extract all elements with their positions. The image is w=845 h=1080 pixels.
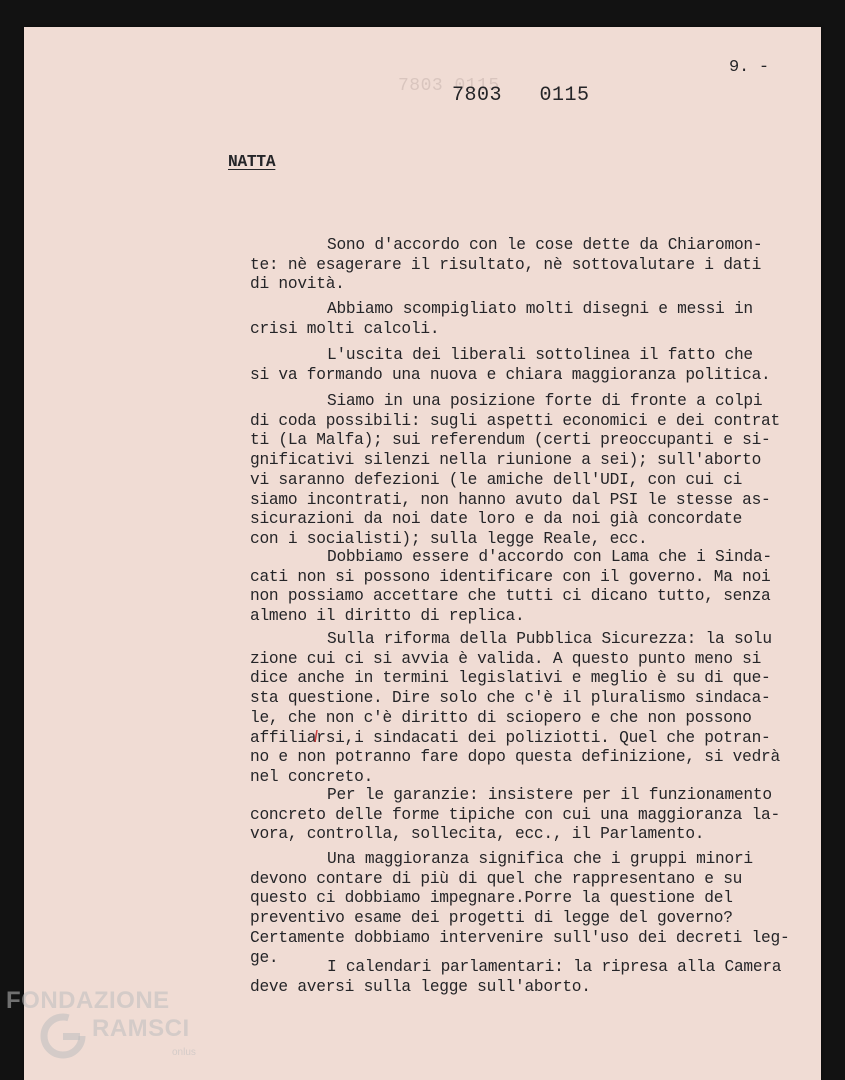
text-line: I calendari parlamentari: la ripresa alla Camera xyxy=(327,958,782,976)
text-line: vi saranno defezioni (le amiche dell'UDI, con cui ci xyxy=(250,470,743,489)
text-line: vora, controlla, sollecita, ecc., il Parlamento. xyxy=(250,825,705,844)
text-line: si va formando una nuova e chiara maggioranza politica. xyxy=(250,365,771,384)
gramsci-logo-icon xyxy=(40,1013,86,1059)
text-line: non possiamo accettare che tutti ci dicano tutto, senza xyxy=(250,587,771,606)
text-line: di novità. xyxy=(250,275,345,294)
text-line: ge. xyxy=(250,948,279,967)
text-line: Sono d'accordo con le cose dette da Chiaromon- xyxy=(327,236,763,254)
text-line: questo ci dobbiamo impegnare.Porre la questione del xyxy=(250,889,733,908)
text-line: devono contare di più di quel che rappresentano e su xyxy=(250,869,743,888)
text-line: con i socialisti); sulla legge Reale, ecc. xyxy=(250,529,648,548)
text-line: Siamo in una posizione forte di fronte a colpi xyxy=(327,392,763,410)
archive-code: 7803 0115 xyxy=(452,84,590,107)
text-line: Per le garanzie: insistere per il funzionamento xyxy=(327,786,772,804)
text-line: affiliarsi,i sindacati dei poliziotti. Quel che potran- xyxy=(250,728,771,747)
text-line: cati non si possono identificare con il governo. Ma noi xyxy=(250,567,771,586)
text-line: concreto delle forme tipiche con cui una maggioranza la- xyxy=(250,805,780,824)
ghost-archive-code: 7803 0115 xyxy=(398,76,500,96)
text-line: Una maggioranza significa che i gruppi minori xyxy=(327,850,753,868)
text-line: te: nè esagerare il risultato, nè sottovalutare i dati xyxy=(250,255,762,274)
text-line: Certamente dobbiamo intervenire sull'uso dei decreti leg- xyxy=(250,928,790,947)
text-line: almeno il diritto di replica. xyxy=(250,607,525,626)
text-line: Sulla riforma della Pubblica Sicurezza: la solu xyxy=(327,630,772,648)
text-line: siamo incontrati, non hanno avuto dal PSI le stesse as- xyxy=(250,490,771,509)
text-line: zione cui ci si avvia è valida. A questo punto meno si xyxy=(250,649,762,668)
text-line: le, che non c'è diritto di sciopero e che non possono xyxy=(250,708,752,727)
watermark-onlus: onlus xyxy=(172,1047,196,1058)
watermark-line-1: FONDAZIONE xyxy=(6,987,170,1014)
text-line: L'uscita dei liberali sottolinea il fatto che xyxy=(327,346,753,364)
text-line: di coda possibili: sugli aspetti economici e dei contrat xyxy=(250,411,780,430)
text-line: Dobbiamo essere d'accordo con Lama che i Sinda- xyxy=(327,548,772,566)
text-line: gnificativi silenzi nella riunione a sei); sull'aborto xyxy=(250,451,762,470)
text-line: crisi molti calcoli. xyxy=(250,319,440,338)
text-line: deve aversi sulla legge sull'aborto. xyxy=(250,977,591,996)
text-line: no e non potranno fare dopo questa definizione, si vedrà xyxy=(250,748,780,767)
page-number: 9. - xyxy=(729,58,769,77)
text-line: sta questione. Dire solo che c'è il pluralismo sindaca- xyxy=(250,689,771,708)
page-title: NATTA xyxy=(228,153,276,171)
text-line: ti (La Malfa); sui referendum (certi preoccupanti e si- xyxy=(250,431,771,450)
text-line: Abbiamo scompigliato molti disegni e messi in xyxy=(327,300,753,318)
text-line: sicurazioni da noi date loro e da noi già concordate xyxy=(250,510,743,529)
text-line: preventivo esame dei progetti di legge del governo? xyxy=(250,909,733,928)
text-line: dice anche in termini legislativi e meglio è su di que- xyxy=(250,669,771,688)
text-line: nel concreto. xyxy=(250,767,374,786)
watermark-line-2: RAMSCI xyxy=(92,1015,190,1042)
red-pen-mark xyxy=(314,730,318,742)
fondazione-gramsci-watermark xyxy=(0,985,220,1080)
